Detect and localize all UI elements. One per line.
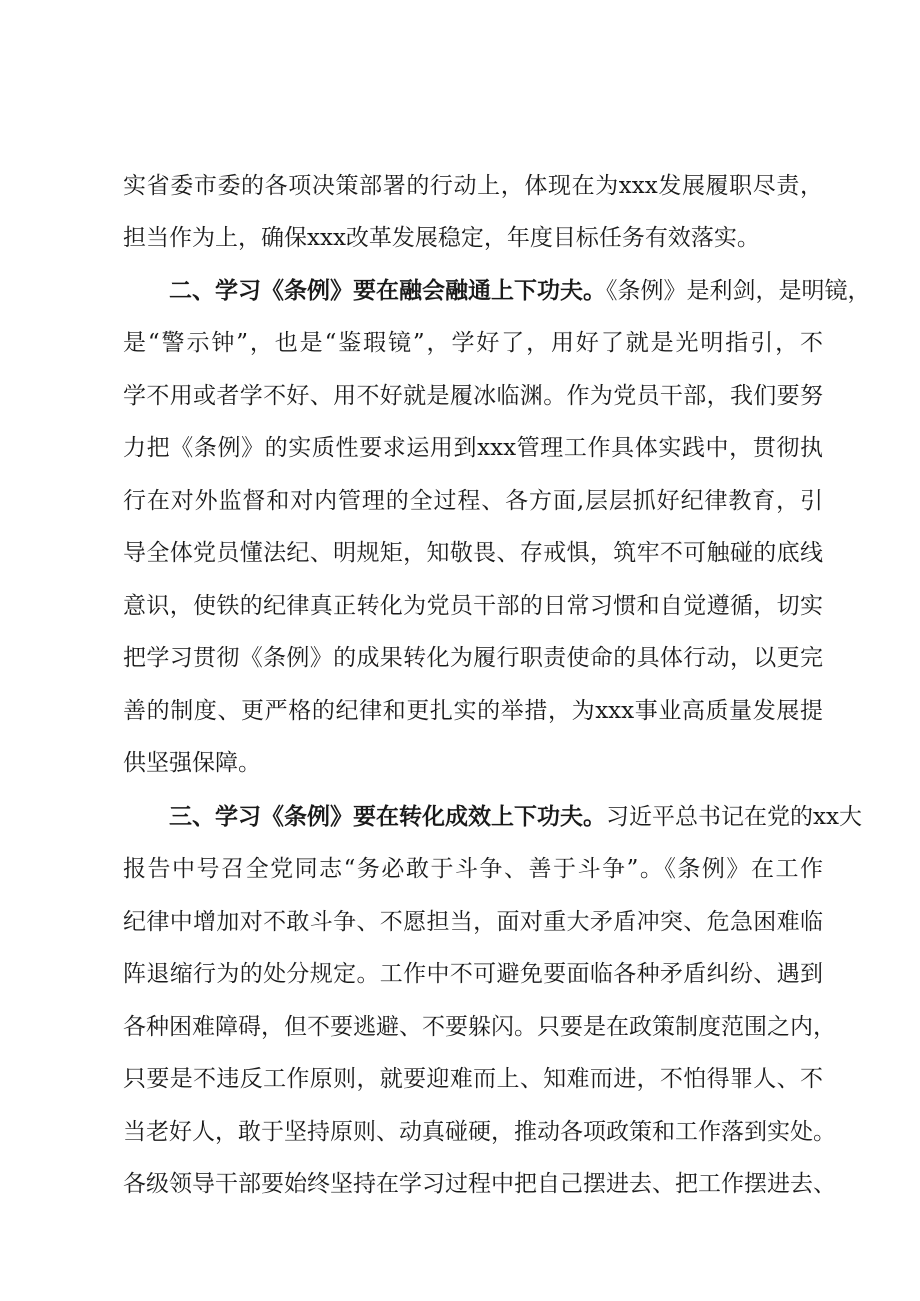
text-line: 阵退缩行为的处分规定。工作中不可避免要面临各种矛盾纠纷、遇到 [123, 961, 823, 987]
section-two-text: 《条例》是利剑，是明镜， [606, 278, 871, 304]
section-two-first-line [169, 271, 871, 311]
text-line: 担当作为上，确保xxx改革发展稳定，年度目标任务有效落实。 [123, 225, 760, 251]
text-line: 纪律中增加对不敢斗争、不愿担当，面对重大矛盾冲突、危急困难临 [123, 909, 823, 935]
text-line: 力把《条例》的实质性要求运用到xxx管理工作具体实践中，贯彻执 [123, 435, 823, 461]
text-line: 各种困难障碍，但不要逃避、不要躲闪。只要是在政策制度范围之内， [123, 1014, 836, 1040]
section-two-heading: 二、学习《条例》要在融会融通上下功夫。 [169, 278, 606, 304]
text-line: 善的制度、更严格的纪律和更扎实的举措，为xxx事业高质量发展提 [123, 698, 823, 724]
text-line: 意识，使铁的纪律真正转化为党员干部的日常习惯和自觉遵循，切实 [123, 593, 823, 619]
text-line: 学不用或者学不好、用不好就是履冰临渊。作为党员干部，我们要努 [123, 383, 823, 409]
text-line: 各级领导干部要始终坚持在学习过程中把自己摆进去、把工作摆进去、 [123, 1171, 836, 1197]
text-line: 实省委市委的各项决策部署的行动上，体现在为xxx发展履职尽责， [123, 173, 823, 199]
text-line: 只要是不违反工作原则，就要迎难而上、知难而进，不怕得罪人、不 [123, 1066, 823, 1092]
text-line: 供坚强保障。 [123, 750, 261, 776]
section-three-text: 习近平总书记在党的xx大 [606, 804, 862, 830]
text-line: 导全体党员懂法纪、明规矩，知敬畏、存戒惧，筑牢不可触碰的底线 [123, 540, 823, 566]
text-line: 报告中号召全党同志“务必敢于斗争、善于斗争”。《条例》在工作 [123, 856, 823, 882]
text-line: 当老好人，敢于坚持原则、动真碰硬，推动各项政策和工作落到实处。 [123, 1119, 836, 1145]
section-three-first-line [169, 797, 862, 837]
text-line: 是“警示钟”，也是“鉴瑕镜”，学好了，用好了就是光明指引，不 [123, 330, 823, 356]
section-three-heading: 三、学习《条例》要在转化成效上下功夫。 [169, 804, 606, 830]
text-line: 行在对外监督和对内管理的全过程、各方面,层层抓好纪律教育，引 [123, 488, 823, 514]
text-line: 把学习贯彻《条例》的成果转化为履行职责使命的具体行动，以更完 [123, 645, 823, 671]
